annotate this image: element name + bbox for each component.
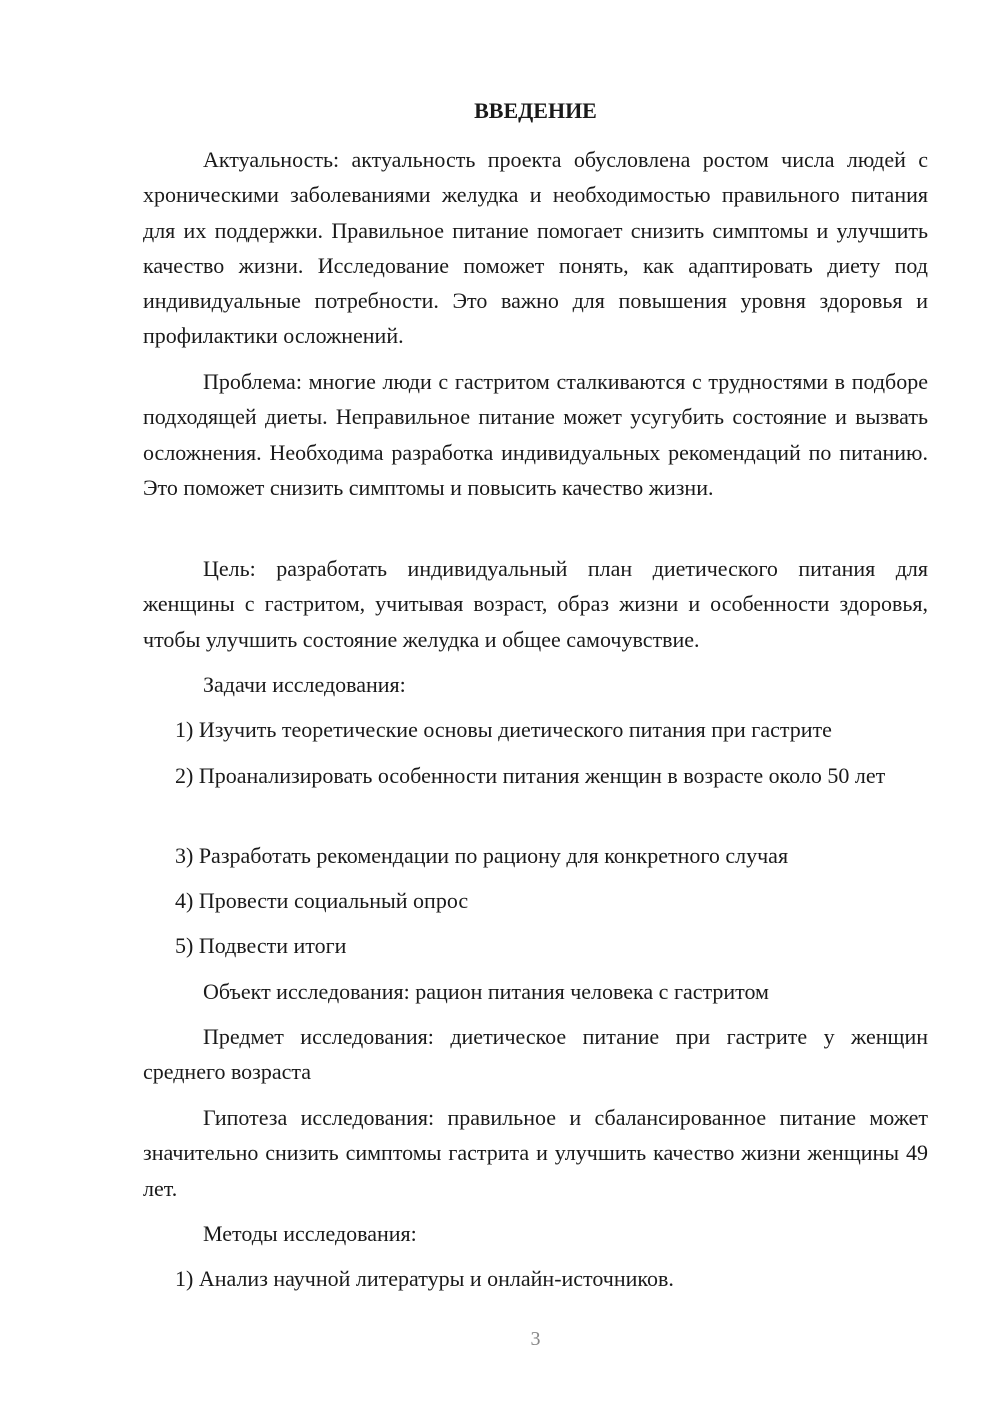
task-item: 4) Провести социальный опрос <box>175 888 469 913</box>
task-item: 5) Подвести итоги <box>175 933 347 958</box>
task-item: 2) Проанализировать особенности питания женщин в возрасте около 50 лет <box>175 763 886 788</box>
methods-heading: Методы исследования: <box>203 1221 417 1246</box>
object-paragraph: Объект исследования: рацион питания человека с гастритом <box>203 979 769 1004</box>
subject-paragraph: Предмет исследования: диетическое питание при гастрите у женщин среднего возраста <box>143 1024 928 1085</box>
task-item: 1) Изучить теоретические основы диетического питания при гастрите <box>175 717 832 742</box>
method-item: 1) Анализ научной литературы и онлайн-источников. <box>175 1266 674 1291</box>
hypothesis-paragraph: Гипотеза исследования: правильное и сбалансированное питание может значительно снизить симптомы гастрита и улучшить качество жизни женщины 49 лет. <box>143 1105 928 1201</box>
section-title: ВВЕДЕНИЕ <box>474 98 597 123</box>
page-number: 3 <box>530 1328 541 1350</box>
tasks-heading: Задачи исследования: <box>203 672 406 697</box>
task-item: 3) Разработать рекомендации по рациону для конкретного случая <box>175 843 789 868</box>
problem-paragraph: Проблема: многие люди с гастритом сталкиваются с трудностями в подборе подходящей диеты. Неправильное питание может усугубить состояние и вызвать осложнения. Необходима разработка индивидуальных рекомендаций по питанию. Это поможет снизить симптомы и повысить качество жизни. <box>143 369 928 500</box>
goal-paragraph: Цель: разработать индивидуальный план диетического питания для женщины с гастритом, учитывая возраст, образ жизни и особенности здоровья, чтобы улучшить состояние желудка и общее самочувствие. <box>143 556 928 652</box>
relevance-paragraph: Актуальность: актуальность проекта обусловлена ростом числа людей с хроническими заболеваниями желудка и необходимостью правильного питания для их поддержки. Правильное питание помогает снизить симптомы и улучшить качество жизни. Исследование поможет понять, как адаптировать диету под индивидуальные потребности. Это важно для повышения уровня здоровья и профилактики осложнений. <box>143 147 928 349</box>
